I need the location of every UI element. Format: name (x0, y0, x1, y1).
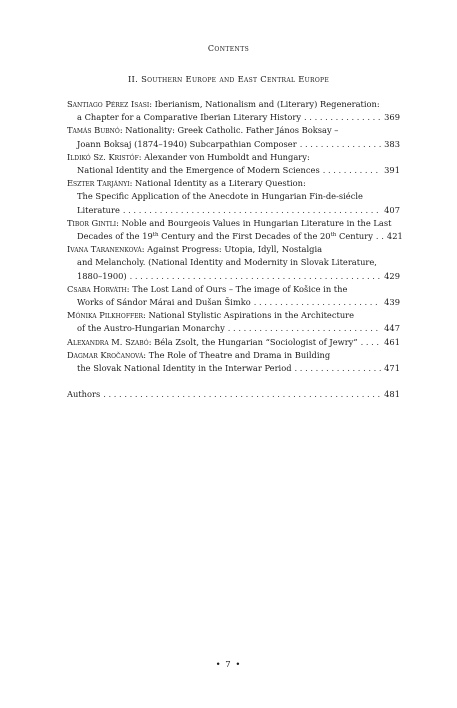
dot-leader (361, 336, 382, 349)
entry-title: : Béla Zsolt, the Hungarian “Sociologist of Jewry” (148, 336, 358, 347)
entry-page: 407 (384, 204, 400, 215)
entry-title: : Against Progress: Utopia, Idyll, Nostalgia (141, 244, 323, 255)
entry-author: Dagmar Kročanová (67, 349, 144, 360)
entry-title: : National Identity as a Literary Question: (129, 178, 306, 189)
entry-title: : Alexander von Humboldt and Hungary: (138, 151, 310, 162)
entry-title: : Iberianism, Nationalism and (Literary) Regeneration: (149, 99, 380, 109)
dot-leader (130, 270, 382, 283)
table-of-contents (67, 98, 403, 401)
dot-leader (304, 111, 381, 124)
toc-entry (67, 309, 400, 335)
toc-entry (67, 336, 400, 349)
entry-page: 369 (384, 112, 400, 123)
toc-entry (67, 217, 403, 243)
entry-author: Santiago Pérez Isasi (67, 99, 150, 109)
entry-title: the Slovak National Identity in the Interwar Period (77, 363, 292, 374)
dot-leader (295, 362, 382, 375)
entry-author: Tibor Gintli (67, 217, 117, 228)
entry-page: 383 (384, 138, 400, 149)
entry-title: a Chapter for a Comparative Iberian Literary History (77, 112, 302, 123)
entry-title: National Identity and the Emergence of Modern Sciences (77, 165, 320, 176)
entry-page: 429 (384, 270, 400, 281)
entry-author: Mónika Pilkhoffer (67, 310, 144, 321)
dot-leader (300, 138, 381, 151)
entry-title: Decades of the 19th Century and the First Decades of the 20th Century (77, 231, 373, 242)
entry-author: Eszter Tarjányi (67, 178, 130, 189)
section-heading: II. Southern Europe and East Central Europe (127, 74, 330, 84)
entry-title: : Nationality: Greek Catholic. Father János Boksay – (119, 125, 339, 136)
toc-entry (67, 243, 400, 283)
entry-title: The Specific Application of the Anecdote in Hungarian Fin-de-siécle (77, 191, 363, 202)
entry-title: : Noble and Bourgeois Values in Hungarian Literature in the Last (116, 217, 392, 228)
running-header: Contents (207, 44, 250, 53)
entry-page: 447 (384, 323, 400, 334)
toc-entry (67, 124, 400, 150)
entry-author: Ivana Taranenková (67, 244, 142, 255)
toc-entry (67, 177, 400, 217)
entry-author: Alexandra M. Szabó (67, 336, 149, 347)
entry-title: : The Role of Theatre and Drama in Building (143, 349, 331, 360)
dot-leader (103, 388, 381, 401)
toc-entry (67, 98, 400, 124)
dot-leader (254, 296, 381, 309)
entry-title: Works of Sándor Márai and Dušan Šimko (77, 297, 251, 308)
entry-author: Csaba Horváth (67, 283, 127, 294)
entry-page: 471 (384, 363, 400, 374)
entry-author: Ildikó Sz. Kristóf (67, 151, 139, 162)
entry-title: 1880–1900) (77, 270, 127, 281)
toc-entry (67, 151, 400, 177)
page-number: • 7 • (215, 660, 242, 670)
entry-page: 391 (384, 165, 400, 176)
dot-leader (376, 230, 384, 243)
entry-page: 421 (386, 231, 403, 242)
entry-title: : The Lost Land of Ours – The image of Košice in the (126, 283, 348, 294)
entry-title: Joann Boksaj (1874–1940) Subcarpathian Composer (77, 138, 297, 149)
entry-title: and Melancholy. (National Identity and Modernity in Slovak Literature, (77, 257, 377, 268)
toc-entry (67, 349, 400, 375)
entry-page: 461 (384, 336, 400, 347)
dot-leader (323, 164, 381, 177)
toc-entry-authors (67, 388, 400, 401)
toc-entry (67, 283, 400, 309)
dot-leader (228, 322, 381, 335)
entry-page: 439 (384, 297, 400, 308)
authors-label: Authors (67, 389, 101, 400)
entry-title: Literature (77, 204, 120, 215)
dot-leader (123, 204, 381, 217)
entry-title: : National Stylistic Aspirations in the Architecture (143, 310, 355, 321)
entry-author: Tamás Bubnó (67, 125, 120, 136)
entry-title: of the Austro-Hungarian Monarchy (77, 323, 225, 334)
entry-page: 481 (384, 389, 400, 400)
